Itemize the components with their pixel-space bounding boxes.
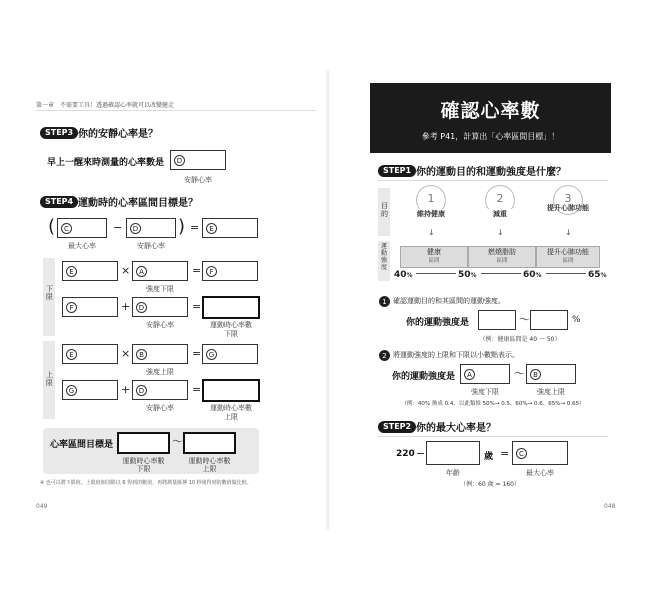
- target-upper-label: 運動時心率數: [188, 457, 231, 465]
- item1-text: 確認運動目的和其區間的運動強度。: [393, 297, 505, 305]
- age-input[interactable]: [426, 441, 480, 465]
- lower-side-label: 下限: [46, 285, 53, 301]
- upper-b-box[interactable]: [132, 344, 188, 364]
- step2-title: 你的最大心率是？: [416, 423, 496, 434]
- step4-title: 運動時的心率區間目標是？: [78, 198, 198, 209]
- tilde-op: 〜: [514, 367, 525, 380]
- upper-g-box[interactable]: [202, 344, 258, 364]
- target-label: 心率區間目標是: [50, 440, 114, 450]
- step1-title: 你的運動目的和運動強度是什麼？: [416, 167, 566, 178]
- intensity-lower-input[interactable]: [478, 310, 516, 330]
- target-lower-label: 運動時心率數: [122, 457, 165, 465]
- rest-hr-label: 安靜心率: [146, 404, 174, 412]
- lower-a-box[interactable]: [132, 261, 188, 281]
- right-page-number: 048: [604, 503, 616, 510]
- circle-d: D: [130, 223, 141, 234]
- lower-e-box[interactable]: [62, 261, 118, 281]
- percent-value: 40: [394, 270, 407, 280]
- step2-badge: STEP2: [378, 421, 416, 433]
- reserve-box[interactable]: [202, 218, 258, 238]
- times-op: ×: [121, 347, 131, 360]
- intensity-side-label: 運動強度: [381, 243, 388, 271]
- chapter-header: 第一章 不需要工具！透過確認心率就可以改變健走: [36, 102, 175, 109]
- percent-sign: %: [470, 272, 477, 279]
- zone-sub: 區間: [428, 258, 440, 264]
- zone-cardio: [536, 246, 600, 268]
- item1-label: 你的運動強度是: [406, 318, 470, 328]
- page-title: 確認心率數: [440, 100, 541, 122]
- percent-unit: %: [572, 315, 581, 325]
- lower-intensity-label: 強度下限: [146, 285, 174, 293]
- lower-result-box[interactable]: [202, 296, 260, 319]
- plus-op: +: [121, 383, 131, 396]
- item2-number: 2: [379, 350, 390, 361]
- intensity-upper-input[interactable]: [530, 310, 568, 330]
- rest-hr-label: 安靜心率: [137, 242, 165, 250]
- percent-40: [394, 270, 413, 280]
- circle-b: B: [136, 349, 147, 360]
- max-hr-result-box[interactable]: [512, 441, 568, 465]
- age-label: 年齡: [446, 469, 460, 477]
- target-upper-box[interactable]: [183, 432, 236, 454]
- step1-badge: STEP1: [378, 165, 416, 177]
- purpose-number: 2: [496, 192, 504, 205]
- rest-hr-label: 安靜心率: [146, 321, 174, 329]
- zone-health: [400, 246, 468, 268]
- age-unit: 歲: [484, 452, 494, 462]
- circle-g: G: [66, 385, 77, 396]
- upper-result-sublabel: 上限: [224, 413, 238, 421]
- circle-a: A: [136, 266, 147, 277]
- footnote: ※ 也可以將下限值、上限值個別除以 6 得到的數值，再將測量脈搏 10 秒後得到的數值做比較。: [40, 480, 252, 486]
- circle-c: C: [61, 223, 72, 234]
- step3-question: 早上一醒來時測量的心率數是: [47, 158, 165, 168]
- open-paren: (: [48, 216, 56, 237]
- decimal-lower-input[interactable]: [460, 364, 510, 384]
- percent-value: 60: [523, 270, 536, 280]
- equals-op: =: [192, 300, 202, 313]
- circle-a: A: [464, 369, 475, 380]
- purpose-number: 1: [427, 192, 435, 205]
- lower-d-box[interactable]: [132, 297, 188, 317]
- percent-65: [588, 270, 607, 280]
- lower-intensity-label: 強度下限: [471, 388, 499, 396]
- percent-value: 65: [588, 270, 601, 280]
- lower-f-box[interactable]: [202, 261, 258, 281]
- circle-d: D: [136, 302, 147, 313]
- item1-number: 1: [379, 296, 390, 307]
- circle-f: F: [206, 266, 217, 277]
- resting-hr-box[interactable]: [170, 150, 226, 170]
- arrow-down-icon: ↓: [565, 228, 572, 237]
- zone-name: 健康: [427, 248, 441, 256]
- rest-hr-box[interactable]: [126, 218, 176, 238]
- upper-d-box[interactable]: [132, 380, 188, 400]
- max-hr-label: 最大心率: [526, 469, 554, 477]
- number-220: 220: [396, 449, 415, 459]
- equals-op: =: [192, 383, 202, 396]
- percent-60: [523, 270, 542, 280]
- times-op: ×: [121, 264, 131, 277]
- header-rule: [36, 110, 316, 111]
- upper-e-box[interactable]: [62, 344, 118, 364]
- step3-badge: STEP3: [40, 127, 78, 139]
- target-lower-box[interactable]: [117, 432, 170, 454]
- purpose-label-1: 維持健康: [404, 209, 458, 219]
- arrow-line: [481, 273, 521, 274]
- target-upper-sublabel: 上限: [202, 465, 217, 473]
- percent-sign: %: [600, 272, 607, 279]
- zone-name: 燃燒脂肪: [488, 248, 516, 256]
- purpose-label-3: 提升心肺功能: [547, 204, 589, 212]
- percent-sign: %: [406, 272, 413, 279]
- item2-label: 你的運動強度是: [392, 372, 456, 382]
- arrow-down-icon: ↓: [497, 228, 504, 237]
- step2-rule: [378, 436, 608, 437]
- zone-sub: 區間: [496, 258, 508, 264]
- plus-op: +: [121, 300, 131, 313]
- circle-d: D: [174, 155, 185, 166]
- purpose-side-label: 目的: [381, 202, 388, 218]
- purpose-label-2: 減重: [473, 209, 527, 219]
- minus-op: −: [113, 221, 123, 234]
- page-subtitle: 參考 P41，計算出「心率區間目標」！: [421, 132, 560, 141]
- circle-b: B: [530, 369, 541, 380]
- zone-name: 提升心肺功能: [547, 248, 589, 256]
- step2-example: （例：60 歲 = 160）: [460, 481, 520, 488]
- resting-hr-label: 安靜心率: [184, 176, 212, 184]
- lower-result-sublabel: 下限: [224, 330, 238, 338]
- tilde-op: 〜: [172, 435, 183, 448]
- close-paren: ): [178, 216, 186, 237]
- upper-side-label: 上限: [46, 371, 53, 387]
- lower-f2-box[interactable]: [62, 297, 118, 317]
- target-lower-sublabel: 下限: [136, 465, 151, 473]
- step4-badge: STEP4: [40, 196, 78, 208]
- circle-e: E: [66, 266, 77, 277]
- item2-text: 將運動強度的上限和下限以小數點表示。: [393, 351, 519, 359]
- left-page-number: 049: [36, 503, 48, 510]
- item1-example: （例：健康區間是 40 〜 50）: [479, 336, 561, 343]
- arrow-line: [416, 273, 456, 274]
- item2-example: （例：40% 換成 0.4，以此類推 50%→ 0.5、60%→ 0.6、65%→ 0.65）: [401, 401, 585, 407]
- equals-op: =: [192, 264, 202, 277]
- percent-50: [458, 270, 477, 280]
- step1-rule: [378, 180, 608, 181]
- decimal-upper-input[interactable]: [526, 364, 576, 384]
- circle-f: F: [66, 302, 77, 313]
- circle-e: E: [66, 349, 77, 360]
- equals-op: =: [192, 347, 202, 360]
- tilde-op: 〜: [519, 313, 530, 326]
- max-hr-label: 最大心率: [68, 242, 96, 250]
- circle-e: E: [206, 223, 217, 234]
- percent-value: 50: [458, 270, 471, 280]
- equals-op: =: [500, 447, 510, 460]
- upper-result-box[interactable]: [202, 379, 260, 402]
- upper-g2-box[interactable]: [62, 380, 118, 400]
- zone-fat-burn: [468, 246, 536, 268]
- circle-g: G: [206, 349, 217, 360]
- upper-intensity-label: 強度上限: [537, 388, 565, 396]
- upper-intensity-label: 強度上限: [146, 368, 174, 376]
- max-hr-box[interactable]: [57, 218, 107, 238]
- percent-sign: %: [535, 272, 542, 279]
- upper-result-label: 運動時心率數: [210, 404, 252, 412]
- arrow-line: [546, 273, 586, 274]
- step3-title: 你的安靜心率是？: [78, 129, 158, 140]
- circle-c: C: [516, 448, 527, 459]
- zone-sub: 區間: [562, 258, 574, 264]
- minus-op: −: [416, 447, 426, 460]
- arrow-down-icon: ↓: [428, 228, 435, 237]
- circle-d: D: [136, 385, 147, 396]
- equals-op: =: [190, 221, 200, 234]
- lower-result-label: 運動時心率數: [210, 321, 252, 329]
- purpose-number: 3: [564, 192, 572, 205]
- book-spine: [326, 70, 329, 530]
